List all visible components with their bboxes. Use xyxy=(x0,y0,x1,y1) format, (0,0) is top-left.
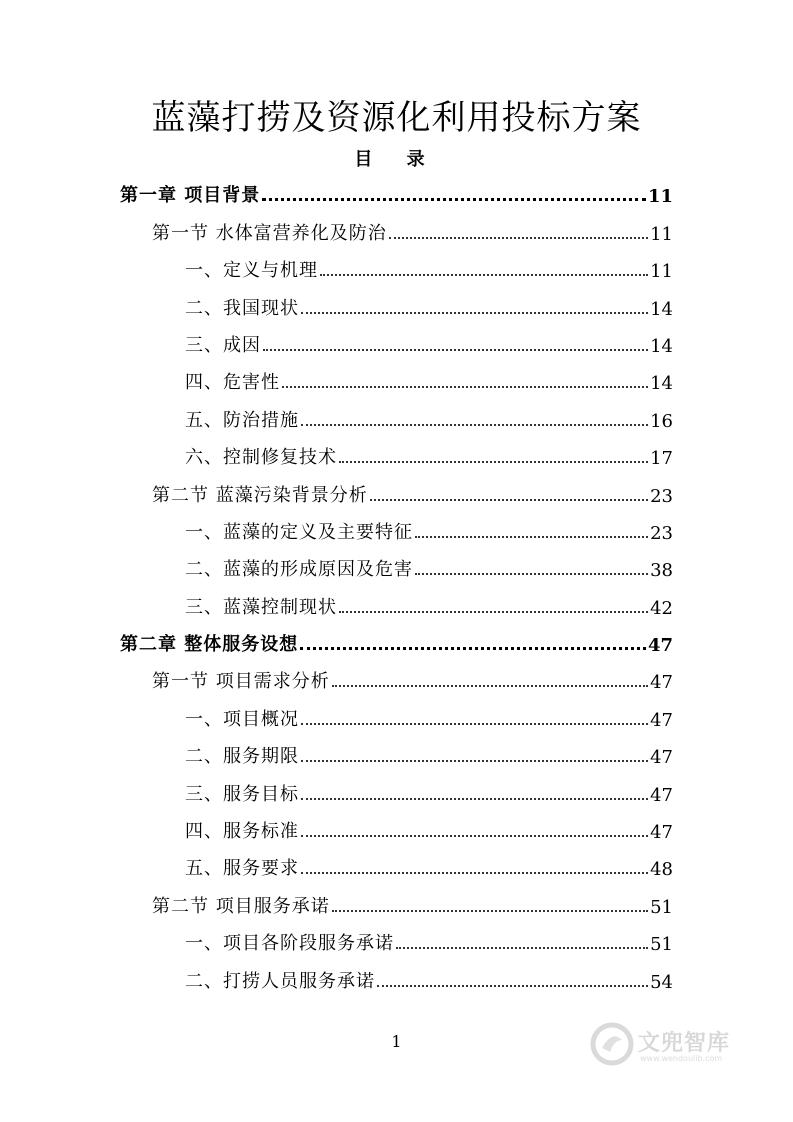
toc-entry-label: 三、蓝藻控制现状 xyxy=(185,596,337,618)
toc-heading: 目 录 xyxy=(354,149,439,170)
toc-entry-label: 一、项目概况 xyxy=(185,708,299,730)
toc-entry-page: 42 xyxy=(650,597,673,619)
toc-entry[interactable] xyxy=(120,475,673,512)
toc-entry[interactable] xyxy=(120,550,673,587)
toc-entry-page: 47 xyxy=(650,822,673,844)
watermark-subtext: www.wendoulib.com xyxy=(640,1054,723,1063)
toc-entry[interactable] xyxy=(120,961,673,998)
toc-entry-page: 14 xyxy=(650,335,673,357)
toc-leader-dots xyxy=(415,573,648,575)
toc-leader-dots xyxy=(389,237,648,239)
wendou-logo-icon xyxy=(590,1022,634,1066)
toc-entry[interactable] xyxy=(120,625,673,662)
toc-entry-page: 51 xyxy=(650,896,673,918)
toc-leader-dots xyxy=(377,985,648,987)
document-title: 蓝藻打捞及资源化利用投标方案 xyxy=(151,98,642,138)
toc-entry-page: 11 xyxy=(647,186,673,208)
toc-leader-dots xyxy=(339,611,648,613)
toc-entry-page: 23 xyxy=(650,522,673,544)
toc-entry-page: 47 xyxy=(650,747,673,769)
toc-leader-dots xyxy=(301,424,648,426)
toc-entry[interactable] xyxy=(120,886,673,923)
toc-entry-label: 六、控制修复技术 xyxy=(185,447,337,469)
toc-entry-label: 五、防治措施 xyxy=(185,409,299,431)
toc-entry[interactable] xyxy=(120,438,673,475)
toc-entry-label: 第一节 项目需求分析 xyxy=(152,671,330,693)
toc-leader-dots xyxy=(301,798,648,800)
toc-leader-dots xyxy=(282,386,648,388)
toc-entry[interactable] xyxy=(120,176,673,213)
toc-entry-page: 14 xyxy=(650,373,673,395)
toc-entry[interactable] xyxy=(120,513,673,550)
watermark xyxy=(588,1018,768,1074)
toc-entry-page: 47 xyxy=(650,784,673,806)
toc-entry[interactable] xyxy=(120,849,673,886)
toc-entry[interactable] xyxy=(120,812,673,849)
toc-entry-label: 二、蓝藻的形成原因及危害 xyxy=(185,559,413,581)
toc-entry-label: 一、蓝藻的定义及主要特征 xyxy=(185,521,413,543)
toc-entry[interactable] xyxy=(120,363,673,400)
toc-entry[interactable] xyxy=(120,587,673,624)
toc-entry-page: 38 xyxy=(650,560,673,582)
toc-entry-label: 二、打捞人员服务承诺 xyxy=(185,970,375,992)
toc-entry-page: 23 xyxy=(650,485,673,507)
toc-entry-page: 17 xyxy=(650,448,673,470)
toc-entry-label: 四、服务标准 xyxy=(185,821,299,843)
toc-leader-dots xyxy=(332,910,648,912)
toc-entry-label: 第二章 整体服务设想 xyxy=(120,634,299,656)
toc-entry-label: 第二节 项目服务承诺 xyxy=(152,895,330,917)
toc-entry-label: 一、定义与机理 xyxy=(185,260,318,282)
toc-leader-dots xyxy=(339,461,648,463)
toc-entry-label: 第一节 水体富营养化及防治 xyxy=(152,222,387,244)
toc-leader-dots xyxy=(300,647,646,650)
toc-entry-label: 三、成因 xyxy=(185,334,261,356)
toc-entry-page: 14 xyxy=(650,298,673,320)
toc-entry-page: 47 xyxy=(647,635,673,657)
watermark-text: 文兜智库 xyxy=(638,1031,731,1056)
toc-entry-page: 11 xyxy=(650,261,673,283)
toc-leader-dots xyxy=(263,349,648,351)
toc-entry-label: 第一章 项目背景 xyxy=(120,185,261,207)
table-of-contents xyxy=(120,176,673,999)
toc-entry[interactable] xyxy=(120,251,673,288)
toc-entry[interactable] xyxy=(120,400,673,437)
toc-entry-label: 第二节 蓝藻污染背景分析 xyxy=(152,484,368,506)
toc-leader-dots xyxy=(301,760,648,762)
toc-entry[interactable] xyxy=(120,699,673,736)
page-number: 1 xyxy=(391,1032,402,1051)
toc-entry[interactable] xyxy=(120,774,673,811)
toc-entry-label: 一、项目各阶段服务承诺 xyxy=(185,933,394,955)
toc-entry-page: 16 xyxy=(650,410,673,432)
toc-entry-label: 四、危害性 xyxy=(185,372,280,394)
toc-leader-dots xyxy=(301,835,648,837)
toc-entry[interactable] xyxy=(120,924,673,961)
toc-leader-dots xyxy=(301,723,648,725)
toc-entry-page: 11 xyxy=(650,223,673,245)
toc-entry-page: 51 xyxy=(650,934,673,956)
toc-leader-dots xyxy=(301,872,648,874)
toc-leader-dots xyxy=(332,685,648,687)
toc-entry-page: 48 xyxy=(650,859,673,881)
toc-entry[interactable] xyxy=(120,288,673,325)
toc-entry[interactable] xyxy=(120,662,673,699)
toc-entry-label: 五、服务要求 xyxy=(185,858,299,880)
toc-entry-page: 47 xyxy=(650,709,673,731)
toc-leader-dots xyxy=(415,536,648,538)
toc-entry-page: 47 xyxy=(650,672,673,694)
toc-entry-label: 三、服务目标 xyxy=(185,783,299,805)
toc-leader-dots xyxy=(262,198,646,201)
toc-leader-dots xyxy=(396,947,648,949)
toc-entry[interactable] xyxy=(120,326,673,363)
toc-entry-label: 二、服务期限 xyxy=(185,746,299,768)
toc-leader-dots xyxy=(320,274,648,276)
toc-entry[interactable] xyxy=(120,213,673,250)
toc-leader-dots xyxy=(301,312,648,314)
toc-entry[interactable] xyxy=(120,737,673,774)
toc-entry-label: 二、我国现状 xyxy=(185,297,299,319)
toc-leader-dots xyxy=(370,499,648,501)
toc-entry-page: 54 xyxy=(650,971,673,993)
